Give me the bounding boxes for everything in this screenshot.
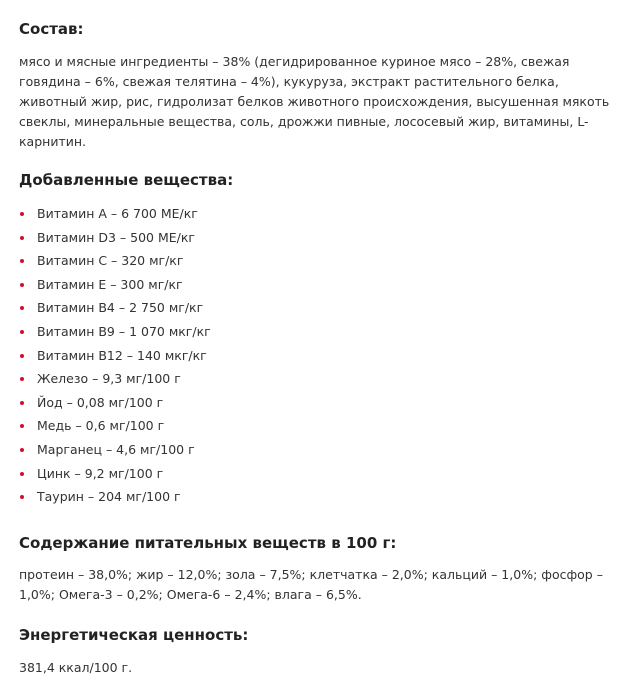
list-item: [19, 391, 623, 415]
list-item-text: Таурин – 204 мг/100 г: [37, 489, 181, 505]
list-item: [19, 485, 623, 509]
bullet-icon: [20, 495, 24, 499]
list-item: [19, 414, 623, 438]
bullet-icon: [20, 401, 24, 405]
list-item-text: Витамин А – 6 700 МЕ/кг: [37, 206, 198, 221]
composition-text: мясо и мясные ингредиенты – 38% (дегидрированное куриное мясо – 28%, свежая говядина – 6%, свежая телятина – 4%), кукуруза, экстракт растительного белка, животный жир, рис, гидролизат белков животного происхождения, высушенная мякоть свеклы, минеральные вещества, соль, дрожжи пивные, лососевый жир, витамины, L-карнитин.: [19, 54, 610, 149]
list-item: [19, 320, 623, 344]
energy-text: 381,4 ккал/100 г.: [19, 659, 133, 675]
bullet-icon: [20, 212, 24, 216]
bullet-icon: [20, 472, 24, 476]
bullet-icon: [20, 236, 24, 240]
bullet-icon: [20, 424, 24, 428]
list-item-text: Витамин В9 – 1 070 мкг/кг: [37, 323, 211, 339]
list-item: [19, 249, 623, 273]
bullet-icon: [20, 330, 24, 334]
list-item: [19, 344, 623, 368]
list-item: [19, 273, 623, 297]
list-item: [19, 202, 623, 226]
list-item-text: Витамин В4 – 2 750 мг/кг: [37, 300, 204, 316]
bullet-icon: [20, 448, 24, 452]
list-item-text: Витамин D3 – 500 МЕ/кг: [37, 229, 195, 245]
list-item: [19, 226, 623, 250]
list-item-text: Медь – 0,6 мг/100 г: [37, 418, 165, 434]
bullet-icon: [20, 283, 24, 287]
list-item-text: Йод – 0,08 мг/100 г: [37, 394, 164, 410]
energy-title: Энергетическая ценность:: [19, 625, 249, 644]
nutrients-text: протеин – 38,0%; жир – 12,0%; зола – 7,5%; клетчатка – 2,0%; кальций – 1,0%; фосфор – 1,0%; Омега-3 – 0,2%; Омега-6 – 2,4%; влага – 6,5%.: [19, 566, 603, 602]
nutrients-title: Содержание питательных веществ в 100 г:: [19, 533, 397, 552]
bullet-icon: [20, 259, 24, 263]
bullet-icon: [20, 377, 24, 381]
list-item-text: Витамин В12 – 140 мкг/кг: [37, 347, 207, 363]
bullet-icon: [20, 306, 24, 310]
additives-title: Добавленные вещества:: [19, 171, 234, 189]
list-item-text: Марганец – 4,6 мг/100 г: [37, 441, 195, 457]
list-item: [19, 296, 623, 320]
list-item: [19, 462, 623, 486]
list-item-text: Цинк – 9,2 мг/100 г: [37, 465, 164, 481]
list-item-text: Железо – 9,3 мг/100 г: [37, 371, 181, 387]
list-item: [19, 438, 623, 462]
list-item-text: Витамин Е – 300 мг/кг: [37, 276, 183, 292]
composition-title: Состав:: [19, 20, 84, 38]
list-item: [19, 367, 623, 391]
list-item-text: Витамин С – 320 мг/кг: [37, 253, 184, 269]
additives-list: [19, 202, 623, 509]
bullet-icon: [20, 354, 24, 358]
